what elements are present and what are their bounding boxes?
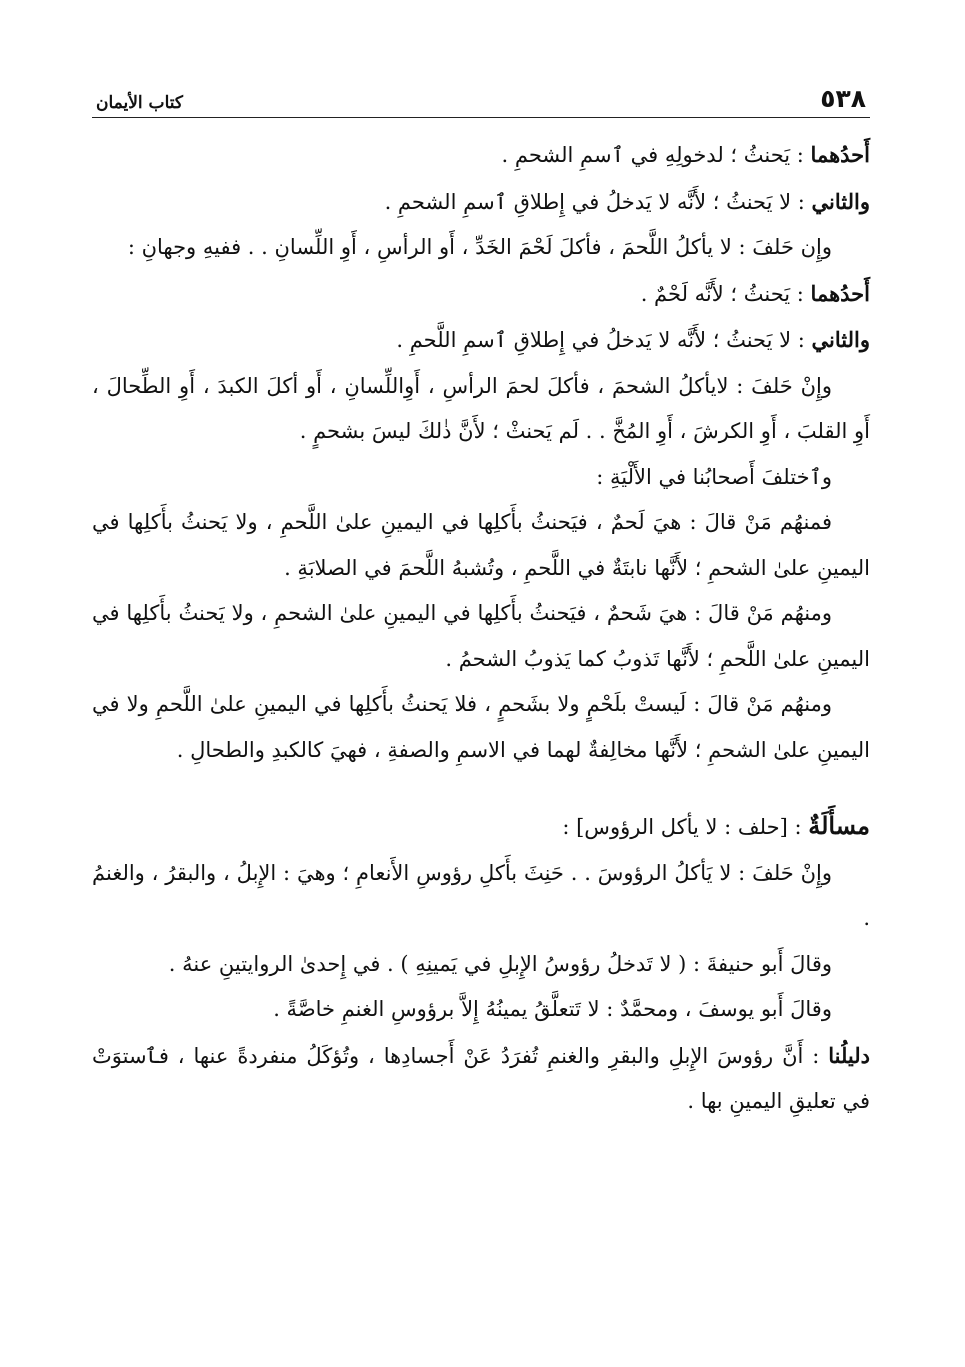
paragraph-lead: والثاني — [811, 327, 870, 352]
paragraph-text: وإِنْ حَلفَ : لا يَأكلُ الرؤوسَ . . حَنِثَ بأَكلِ رؤوسِ الأَنعامِ ؛ وهيَ : الإِبلُ ، والبقرُ ، والغنمُ . — [92, 860, 870, 930]
paragraph-text: فمنهُم مَنْ قالَ : هيَ لَحمٌ ، فيَحنثُ بأَكلِها في اليمينِ علىٰ اللَّحمِ ، ولا يَحنثُ بأَكلِها في اليمينِ علىٰ الشحمِ ؛ لأَنَّها نابتَةٌ في اللَّحمِ ، وتُشبهُ اللَّحمَ في الصلابَةِ . — [92, 510, 870, 580]
paragraph-12 — [92, 851, 870, 942]
paragraph-5 — [92, 317, 870, 364]
paragraph-10 — [92, 682, 870, 773]
paragraph-13 — [92, 942, 870, 988]
paragraph-lead: أَحدُهما — [810, 142, 870, 167]
paragraph-text: وإِن حَلفَ : لا يأكلُ اللَّحمَ ، فأكلَ لَحْمَ الخَدِّ ، أَو الرأسِ ، أَوِ اللِّسانِ . . ففيهِ وجهانِ : — [127, 235, 832, 259]
paragraph-text: : يَحنثُ ؛ لدخولِهِ في ٱسمِ الشحمِ . — [501, 143, 811, 167]
page — [92, 78, 870, 1125]
paragraph-text: : أَنَّ رؤوسَ الإِبلِ والبقرِ والغنمِ تُفرَدُ عَنْ أَجسادِها ، وتُؤكَلُ منفردةً عنها ، فٱستوَتْ في تعليقِ اليمينِ بها . — [92, 1043, 870, 1113]
paragraph-6 — [92, 364, 870, 455]
paragraph-1 — [92, 132, 870, 179]
paragraph-lead: والثاني — [811, 188, 870, 214]
paragraph-lead: أَحدُهما — [810, 280, 870, 306]
paragraph-text: ومنهُم مَنْ قالَ : هيَ شَحمٌ ، فيَحنثُ بأَكلِها في اليمينِ علىٰ الشحمِ ، ولا يَحنثُ بأَكلِها في اليمينِ علىٰ اللَّحمِ ؛ لأَنَّها تَذوبُ كما يَذوبُ الشحمُ . — [92, 601, 870, 671]
paragraph-text: ومنهُم مَنْ قالَ : لَيستْ بلَحْمٍ ولا بشَحمٍ ، فلا يَحنثُ بأَكلِها في اليمينِ علىٰ اللَّحمِ ولا في اليمينِ علىٰ الشحمِ ؛ لأَنَّها مخالِفةٌ لهما في الاسمِ والصفةِ ، فهيَ كالكبدِ والطحالِ . — [92, 692, 870, 762]
paragraph-7 — [92, 455, 870, 501]
paragraph-text: : يَحنثُ ؛ لأَنَّه لَحْمٌ . — [640, 281, 811, 306]
running-header — [92, 78, 870, 118]
heading-text: : [حلف : لا يأكل الرؤوس] : — [562, 815, 809, 839]
paragraph-text: : لا يَحنثُ ؛ لأَنَّه لا يَدخلُ في إِطلاقِ ٱسمِ اللَّحمِ . — [396, 328, 812, 352]
page-number: ٥٣٨ — [820, 84, 866, 113]
paragraph-text: وقالَ أَبو يوسفَ ، ومحمَّدٌ : لا تَتعلَّقُ يمينُهُ إِلاَّ برؤوسِ الغنمِ خاصَّةً . — [273, 997, 832, 1021]
paragraph-text: وقالَ أَبو حنيفةَ : ( لا تَدخلُ رؤوسُ الإِبلِ في يَمينِهِ ) . في إِحدىٰ الروايتينِ عنهُ . — [168, 951, 832, 976]
paragraph-lead: دليلُنا — [828, 1042, 870, 1068]
paragraph-text: وإِنْ حَلفَ : لايأكلُ الشحمَ ، فأكلَ لحمَ الرأسِ ، أَوِاللِّسانِ ، أَو أكلَ الكبدَ ، أَوِ الطِّحالَ ، أَوِ القلبَ ، أَوِ الكرشَ ، أَوِ المُخَّ . . لَم يَحنثْ ؛ لأَنَّ ذٰلكَ ليسَ بشحمٍ . — [92, 373, 870, 443]
paragraph-15 — [92, 1033, 870, 1125]
body-text — [92, 132, 870, 1125]
paragraph-9 — [92, 591, 870, 682]
paragraph-text: وٱختلفَ أَصحابُنا في الأَلْيَةِ : — [596, 464, 832, 489]
paragraph-3 — [92, 225, 870, 271]
heading-lead: مسأَلَةٌ — [808, 811, 870, 840]
paragraph-text: : لا يَحنثُ ؛ لأَنَّه لا يَدخلُ في إِطلاقِ ٱسمِ الشحمِ . — [384, 189, 812, 214]
section-heading — [92, 803, 870, 851]
book-title: كتاب الأيمان — [96, 93, 183, 113]
paragraph-14 — [92, 987, 870, 1033]
paragraph-4 — [92, 271, 870, 318]
paragraph-8 — [92, 500, 870, 591]
paragraph-2 — [92, 179, 870, 226]
